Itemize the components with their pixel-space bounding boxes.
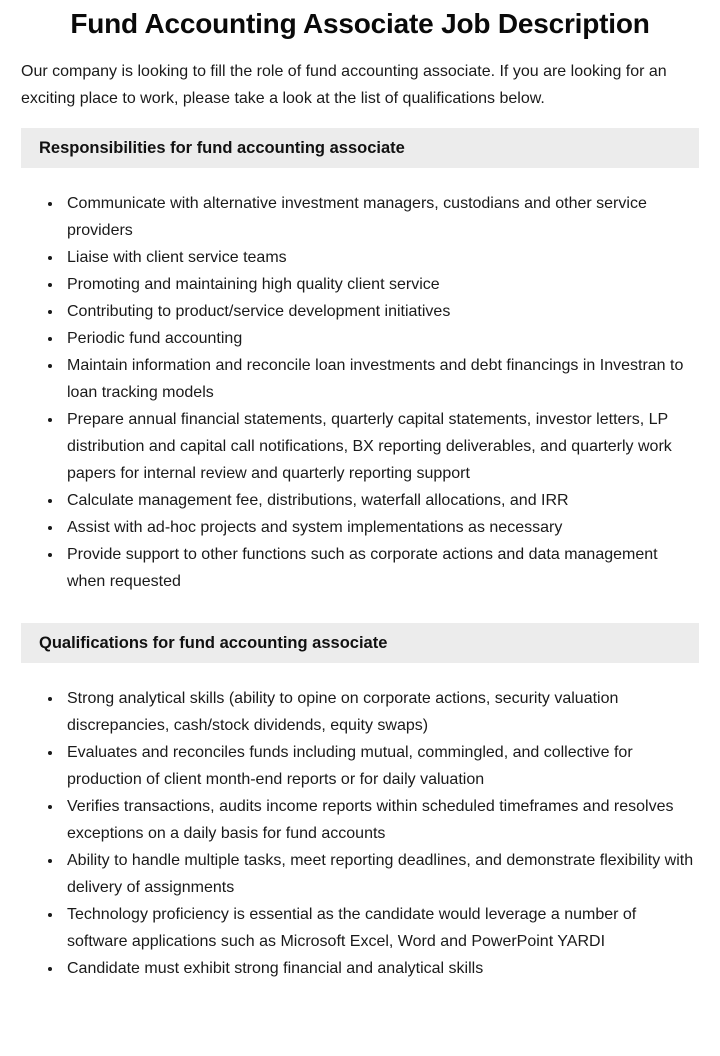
- responsibilities-list: [21, 190, 699, 595]
- list-item: • Verifies transactions, audits income reports within scheduled timeframes and resolves exceptions on a daily basis for fund accounts: [63, 793, 699, 847]
- list-item: • Candidate must exhibit strong financial and analytical skills: [63, 955, 699, 982]
- qualifications-heading-text: Qualifications for fund accounting associate: [39, 634, 388, 652]
- list-item: • Periodic fund accounting: [63, 325, 699, 352]
- list-item: • Contributing to product/service development initiatives: [63, 298, 699, 325]
- list-item: • Liaise with client service teams: [63, 244, 699, 271]
- list-item: • Evaluates and reconciles funds including mutual, commingled, and collective for production of client month-end reports or for daily valuation: [63, 739, 699, 793]
- list-item: • Communicate with alternative investment managers, custodians and other service providers: [63, 190, 699, 244]
- qualifications-list: [21, 685, 699, 982]
- list-item: • Strong analytical skills (ability to opine on corporate actions, security valuation discrepancies, cash/stock dividends, equity swaps): [63, 685, 699, 739]
- responsibilities-heading-text: Responsibilities for fund accounting associate: [39, 139, 405, 157]
- list-item: • Prepare annual financial statements, quarterly capital statements, investor letters, LP distribution and capital call notifications, BX reporting deliverables, and quarterly work papers for internal review and quarterly reporting support: [63, 406, 699, 487]
- page-title: Fund Accounting Associate Job Description: [70, 8, 650, 39]
- qualifications-section-header: [21, 623, 699, 663]
- list-item: • Maintain information and reconcile loan investments and debt financings in Investran to loan tracking models: [63, 352, 699, 406]
- list-item: • Calculate management fee, distributions, waterfall allocations, and IRR: [63, 487, 699, 514]
- list-item: • Provide support to other functions such as corporate actions and data management when requested: [63, 541, 699, 595]
- intro-paragraph: Our company is looking to fill the role of fund accounting associate. If you are looking for an exciting place to work, please take a look at the list of qualifications below.: [21, 63, 667, 107]
- list-item: • Assist with ad-hoc projects and system implementations as necessary: [63, 514, 699, 541]
- responsibilities-section-header: [21, 128, 699, 168]
- list-item: • Technology proficiency is essential as the candidate would leverage a number of software applications such as Microsoft Excel, Word and PowerPoint YARDI: [63, 901, 699, 955]
- list-item: • Promoting and maintaining high quality client service: [63, 271, 699, 298]
- list-item: • Ability to handle multiple tasks, meet reporting deadlines, and demonstrate flexibility with delivery of assignments: [63, 847, 699, 901]
